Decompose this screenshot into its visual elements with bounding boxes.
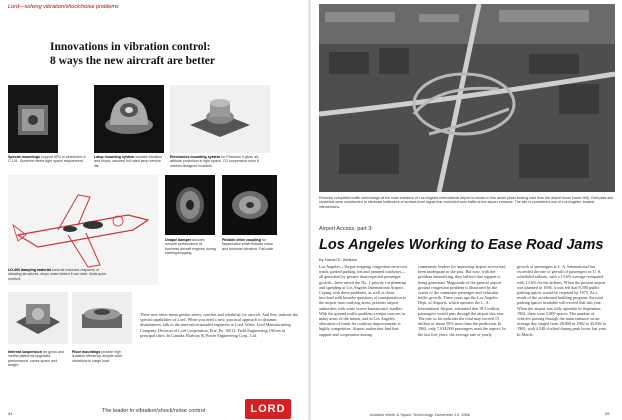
article-column-2: community leaders for improving airport access had been inadequate in the past. But now, with the problem intensifying, they believe that support is being generated. Magnitude of the general airport ground congestion problem is illustrated by the extent of the commuter passenger and vehicular traffic growth. Three years ago the Los Angeles Dept. of Airports, which operates the L. A. International Airport, estimated that 10.5 million passengers would pass through the airport this year. The rate so far indicates the total may exceed 15 million or about 50% more than the prediction. In 1962, only 7,634,000 passengers used the airport. In the last five years, the average rate of yearly — [418, 264, 506, 337]
page-number-right: 55 — [605, 411, 610, 416]
caption-lamp: Lamp mounting system isolates vibration and shock, assures full rated lamp service life. — [94, 155, 163, 168]
article-headline: Los Angeles Working to Ease Road Jams — [319, 237, 604, 253]
caption-damper: Unique damper assures smooth performance of business aircraft engines during starting/stopping. — [165, 238, 216, 255]
lamp-mount-photo — [94, 85, 164, 153]
ad-title-line1: Innovations in vibration control: — [50, 41, 211, 53]
ad-title-line2: 8 ways the new aircraft are better — [50, 55, 215, 67]
page-number-left: 54 — [8, 411, 13, 416]
drive-coupling-photo — [222, 175, 277, 235]
caption-floor: Floor mountings provide high isolation efficiency despite wide variations in cargo load. — [72, 350, 123, 363]
aerial-photo-caption: Recently completed traffic interchange at the main entrance of Los Angeles International Airport is shown in this aerial photo looking east from the airport tower (lower left). Overpass and cloverleaf were constructed to eliminate bottleneck of surface-level signal that controlled auto traffic at the airport entrance. The site is considered one of Los Angeles' busiest intersections. — [319, 196, 614, 209]
left-page — [0, 0, 308, 420]
gyro-suspension-photo — [8, 292, 68, 344]
article-byline: By Harold D. Watkins — [319, 257, 357, 262]
apu-mount-photo — [8, 85, 58, 153]
article-column-1: Los Angeles—Torpor-stopping congestion on access roads, parked parking lots and jammed roadways—all generated by greater-than-expected passenger growth—have raised the No. 1 priority for planning and spending at Los Angeles International Airport. Coping with these problems, as well as those involved with broader questions of transportation to the airport from outlying areas, presents airport authorities with some severe bureaucratic hurdles. With the ground traffic problem a major concern in many areas of the nation, and in Los Angeles, allocation of funds for roadway improvements is highly competitive. Airport authorities find that support and cooperation among — [319, 264, 408, 337]
caption-apu: Special mountings support APU in wheelwell of C-141. Systems meets tight space requirement. — [8, 155, 86, 164]
electronics-mount-photo — [170, 85, 270, 153]
magazine-footer: Aviation Week & Space Technology, November 14, 1966 — [370, 412, 470, 417]
series-label: Airport Access, part 3: — [319, 226, 373, 232]
caption-coupling: Flexible drive coupling for flapactuator shaft reduces noise and torsional vibration. Fail-safe. — [222, 238, 274, 251]
engine-damper-photo — [165, 175, 215, 235]
aerial-interchange-photo — [319, 4, 615, 192]
caption-gyro: Internal suspension for gyros and inertial platforms upgrades performance, saves space and weight. — [8, 350, 64, 367]
floor-mount-photo — [72, 292, 132, 344]
ad-body-text: These new ideas mean greater safety, comfort and reliability for aircraft. And they indicate the special capabilities of Lord. When you need a new, practical approach to dynamic disturbances, talk to the innovation-minded engineers at Lord. Write: Lord Manufacturing Company, Division of Lord Corporation, Erie, Pa. 16512. Field Engineering Offices in principal cities. In Canada: Railway & Power Engineering Corp., Ltd. — [140, 312, 298, 338]
ad-title — [50, 40, 260, 68]
caption-electronics: Electronics mounting system for Phantom II gives all-attitude protection in tight space. CG suspension uses 8 custom-designed isolators. — [170, 155, 259, 168]
lord-logo: LORD — [245, 399, 291, 419]
page-slug: Lord—solving vibration/shock/noise problems — [8, 4, 119, 10]
caption-ld400: LD-400 damping material controls resonant response of vibrating structures, stops noise before it can start. Adds quiet comfort. — [8, 268, 107, 281]
article-column-3: growth of passengers at L. A. International has exceeded the rate of growth of passengers in U. S. scheduled airlines, with a 13.6% average compared with 13.6% for the airlines. When the present airport was planned in 1956, it was felt that 8,500 public parking spaces would be required by 1975. As a result of the accelerated building program, the total parking spaces available will exceed that this year. When the airport was fully operable in September, 1962, there were 5,000 spaces. The number of vehicles passing through the main entrance on an average day surged from 28,000 in 1962 to 45,836 in 1965, with 4,548 clocked during peak hours last year. In March, — [517, 264, 607, 337]
ad-tagline: The leader in vibration/shock/noise control — [102, 408, 206, 414]
